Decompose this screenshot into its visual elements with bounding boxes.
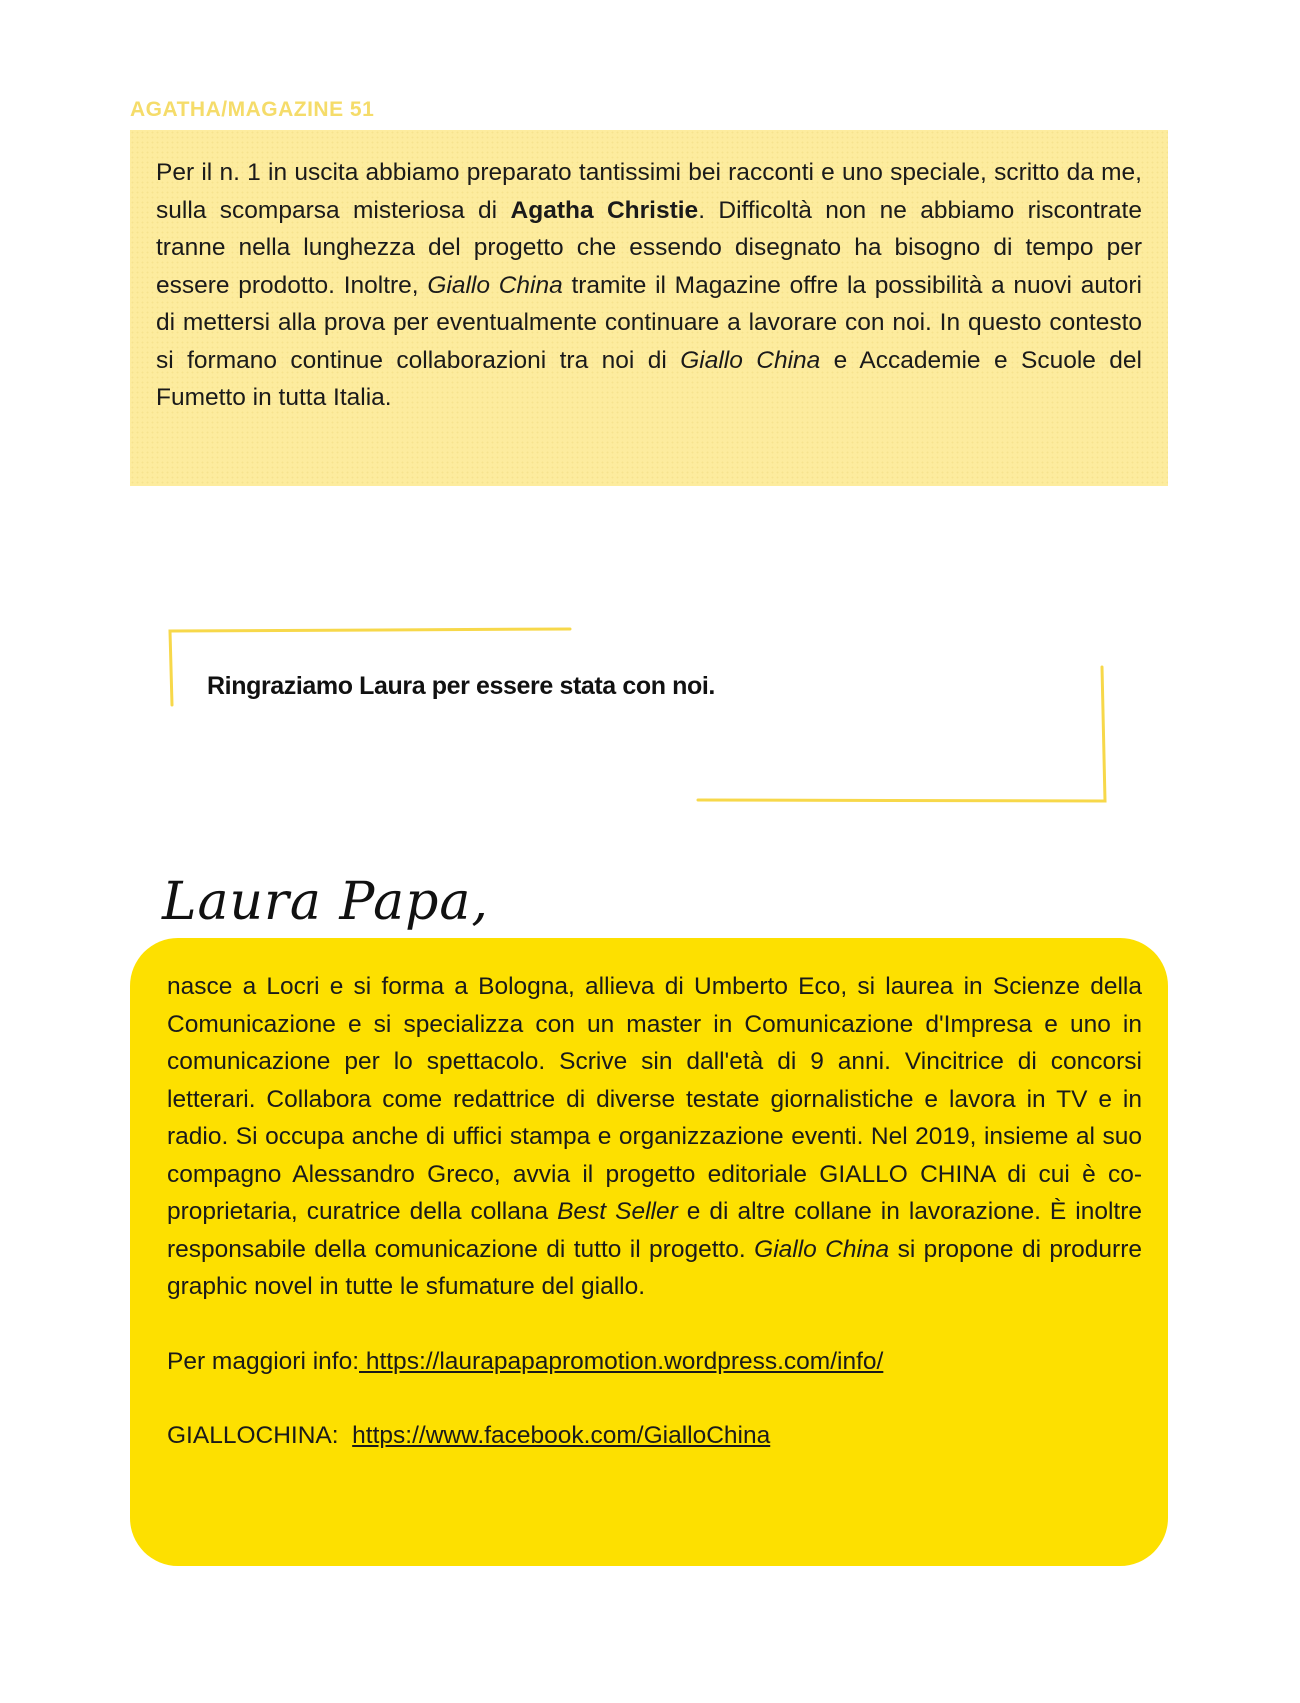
bio-text-3: si propone di produrre graphic novel in tutte le sfumature del giallo. [167,1235,1142,1300]
intro-text-3: tramite il Magazine offre la possibilità a nuovi autori di mettersi alla prova per eventualmente continuare a lavorare con noi. In questo contesto si formano continue collaborazioni tra noi di [156,271,1142,374]
intro-text-4: e Accademie e Scuole del Fumetto in tutta Italia. [156,346,1142,411]
frame-lines [150,625,1110,805]
intro-box [130,130,1168,486]
author-signature: Laura Papa, [162,872,489,932]
intro-italic-giallo-china-1: Giallo China [427,271,563,299]
intro-bold-agatha: Agatha Christie [510,196,699,224]
giallochina-line [167,1417,1142,1455]
thanks-frame [150,625,1110,805]
giallochina-label: GIALLOCHINA: [167,1422,353,1449]
info-label: Per maggiori info: [167,1347,360,1375]
thanks-message: Ringraziamo Laura per essere stata con noi. [207,672,715,700]
info-line [167,1343,1142,1381]
intro-text-1: Per il n. 1 in uscita abbiamo preparato tantissimi bei racconti e uno speciale, scritto da me, sulla scomparsa misteriosa di [156,159,1142,224]
facebook-link[interactable]: https://www.facebook.com/GialloChina [352,1422,771,1449]
intro-italic-giallo-china-2: Giallo China [680,346,821,374]
magazine-header: AGATHA/MAGAZINE 51 [130,98,375,121]
info-link[interactable]: https://laurapapapromotion.wordpress.com/info/ [359,1347,884,1375]
bio-italic-giallo-china: Giallo China [754,1235,890,1263]
bio-paragraph [167,968,1142,1306]
intro-text-2: . Difficoltà non ne abbiamo riscontrate tranne nella lunghezza del progetto che essendo disegnato ha bisogno di tempo per essere prodotto. Inoltre, [156,196,1142,299]
bio-box [130,938,1168,1566]
bio-text-2: e di altre collane in lavorazione. È inoltre responsabile della comunicazione di tutto il progetto. [167,1198,1143,1263]
bio-text-1: nasce a Locri e si forma a Bologna, allieva di Umberto Eco, si laurea in Scienze della Comunicazione e si specializza con un master in Comunicazione d'Impresa e uno in comunicazione per lo spettacolo. Scrive sin dall'età di 9 anni. Vincitrice di concorsi letterari. Collabora come redattrice di diverse testate giornalistiche e lavora in TV e in radio. Si occupa anche di uffici stampa e organizzazione eventi. Nel 2019, insieme al suo compagno Alessandro Greco, avvia il progetto editoriale GIALLO CHINA di cui è co-proprietaria, curatrice della collana [167,973,1142,1225]
intro-paragraph [156,154,1142,417]
bio-italic-best-seller: Best Seller [557,1198,678,1225]
